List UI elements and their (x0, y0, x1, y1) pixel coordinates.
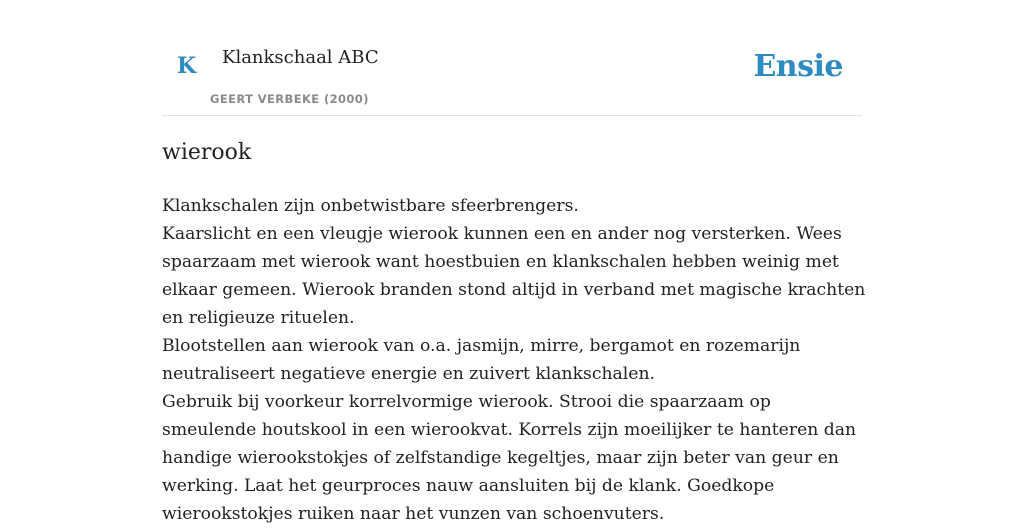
body-paragraph: Blootstellen aan wierook van o.a. jasmijn, mirre, bergamot en rozemarijn neutraliseert negatieve energie en zuivert klankschalen. (162, 336, 801, 384)
source-author: GEERT VERBEKE (2000) (210, 92, 369, 106)
entry-body (162, 192, 867, 528)
source-title-link[interactable]: Klankschaal ABC (222, 47, 379, 68)
source-header (162, 28, 862, 116)
body-paragraph: Klankschalen zijn onbetwistbare sfeerbrengers. (162, 196, 579, 216)
source-logo[interactable]: K (177, 53, 197, 79)
brand-logo[interactable]: Ensie (753, 49, 843, 84)
body-paragraph: Gebruik bij voorkeur korrelvormige wierook. Strooi die spaarzaam op smeulende houtskool in een wierookvat. Korrels zijn moeilijker te hanteren dan handige wierookstokjes of zelfstandige kegeltjes, maar zijn beter van geur en werking. Laat het geurproces nauw aansluiten bij de klank. Goedkope wierookstokjes ruiken naar het vunzen van schoenvuters. (162, 392, 857, 524)
body-paragraph: Kaarslicht en een vleugje wierook kunnen een en ander nog versterken. Wees spaarzaam met wierook want hoestbuien en klankschalen hebben weinig met elkaar gemeen. Wierook branden stond altijd in verband met magische krachten en religieuze rituelen. (162, 224, 866, 328)
entry-title: wierook (162, 140, 252, 165)
